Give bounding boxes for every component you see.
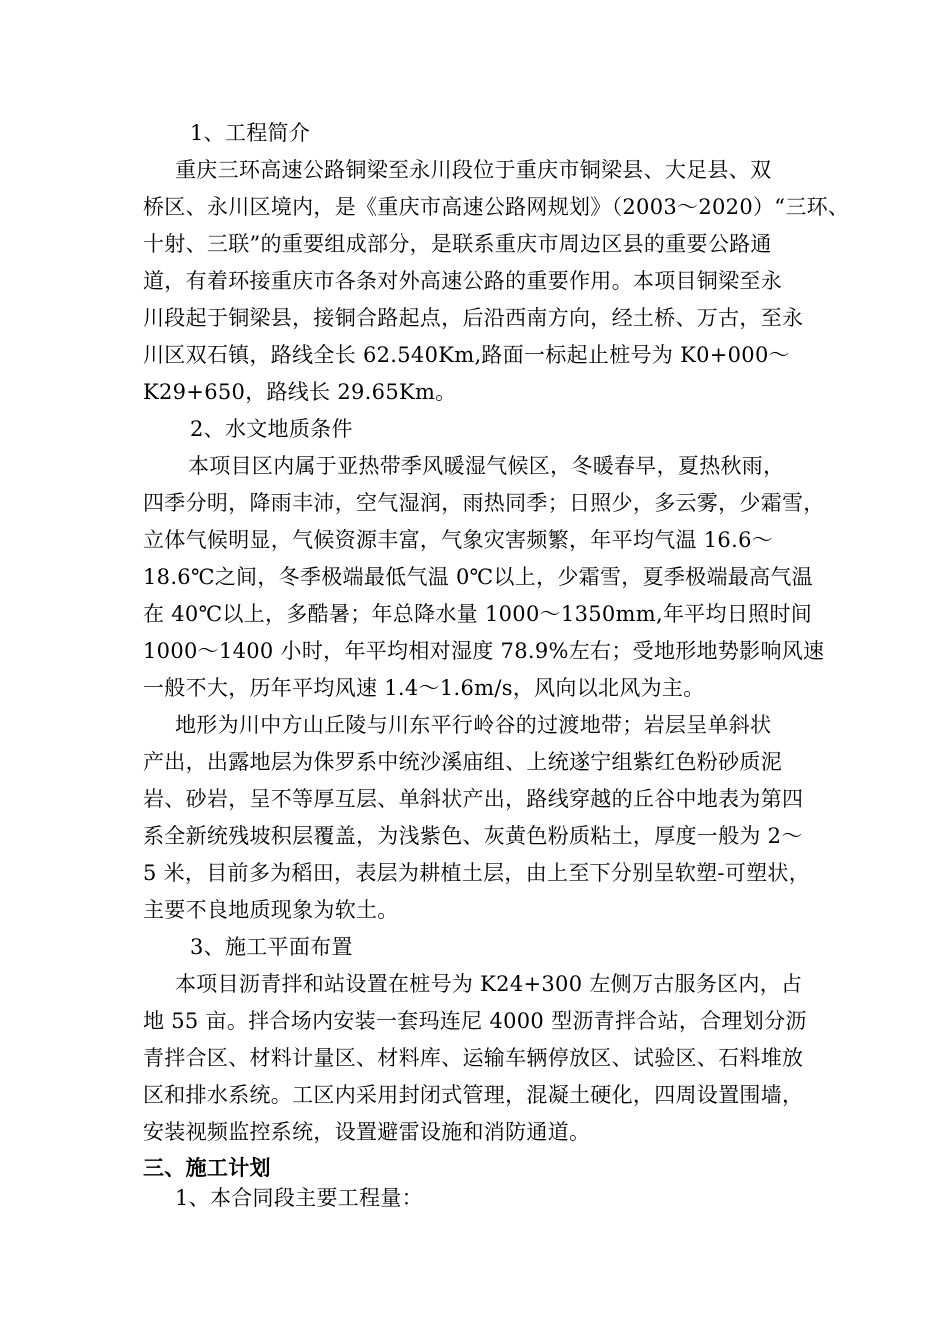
chapter-3-title: 三、施工计划 [143,1155,271,1180]
section-1-title: 1、工程简介 [190,121,311,145]
paragraph-line: 十射、三联”的重要组成部分，是联系重庆市周边区县的重要公路通 [143,232,772,256]
paragraph-line: 产出，出露地层为侏罗系中统沙溪庙组、上统遂宁组紫红色粉砂质泥 [143,750,782,774]
paragraph-line: 一般不大，历年平均风速 1.4～1.6m/s，风向以北风为主。 [143,676,705,700]
section-2-title: 2、水文地质条件 [190,417,353,441]
paragraph-line: K29+650，路线长 29.65Km。 [143,380,457,404]
section-3-title: 3、施工平面布置 [190,935,353,959]
chapter-3-item-1: 1、本合同段主要工程量： [175,1186,423,1210]
paragraph-line: 岩、砂岩，呈不等厚互层、单斜状产出，路线穿越的丘谷中地表为第四 [143,787,804,811]
paragraph-line: 1000～1400 小时，年平均相对湿度 78.9%左右；受地形地势影响风速 [143,639,825,663]
paragraph-line: 安装视频监控系统，设置避雷设施和消防通道。 [143,1120,591,1144]
paragraph-line: 立体气候明显，气候资源丰富，气象灾害频繁，年平均气温 16.6～ [143,528,774,552]
paragraph-line: 地 55 亩。拌合场内安装一套玛连尼 4000 型沥青拌合站，合理划分沥 [143,1009,807,1033]
paragraph-line: 系全新统残坡积层覆盖，为浅紫色、灰黄色粉质粘土，厚度一般为 2～ [143,824,803,848]
paragraph-line: 四季分明，降雨丰沛，空气湿润，雨热同季；日照少，多云雾，少霜雪， [143,491,825,515]
paragraph-line: 桥区、永川区境内，是《重庆市高速公路网规划》（2003～2020）“三环、 [143,195,850,219]
paragraph-line: 川段起于铜梁县，接铜合路起点，后沿西南方向，经土桥、万古，至永 [143,306,804,330]
paragraph-line: 重庆三环高速公路铜梁至永川段位于重庆市铜梁县、大足县、双 [175,158,772,182]
paragraph-line: 区和排水系统。工区内采用封闭式管理，混凝土硬化，四周设置围墙， [143,1083,804,1107]
paragraph-line: 青拌合区、材料计量区、材料库、运输车辆停放区、试验区、石料堆放 [143,1046,804,1070]
paragraph-line: 5 米，目前多为稻田，表层为耕植土层，由上至下分别呈软塑-可塑状， [143,861,811,885]
paragraph-line: 主要不良地质现象为软土。 [143,898,399,922]
paragraph-line: 川区双石镇，路线全长 62.540Km,路面一标起止桩号为 K0+000～ [143,343,790,367]
paragraph-line: 18.6℃之间，冬季极端最低气温 0℃以上，少霜雪，夏季极端最高气温 [143,565,813,589]
paragraph-line: 地形为川中方山丘陵与川东平行岭谷的过渡地带；岩层呈单斜状 [175,713,772,737]
paragraph-line: 本项目区内属于亚热带季风暖湿气候区，冬暖春早，夏热秋雨， [188,454,785,478]
paragraph-line: 本项目沥青拌和站设置在桩号为 K24+300 左侧万古服务区内，占 [175,972,803,996]
paragraph-line: 道，有着环接重庆市各条对外高速公路的重要作用。本项目铜梁至永 [143,269,782,293]
paragraph-line: 在 40℃以上，多酷暑；年总降水量 1000～1350mm,年平均日照时间 [143,602,813,626]
